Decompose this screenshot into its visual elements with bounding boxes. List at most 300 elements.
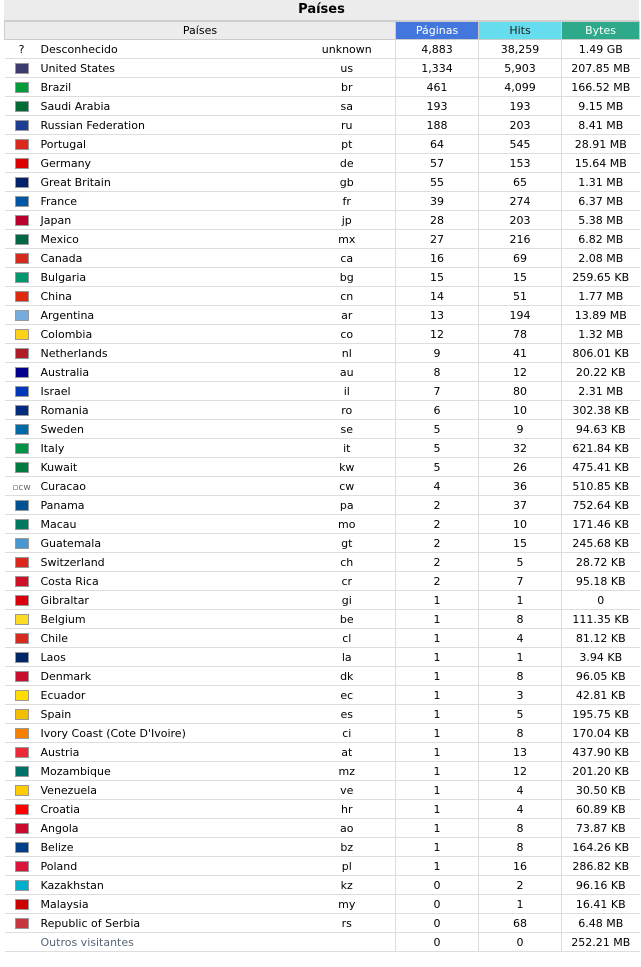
kw-flag-icon [15, 462, 29, 473]
header-paises[interactable]: Países [5, 22, 396, 40]
flag-cell [5, 230, 39, 249]
bytes-value: 1.49 GB [562, 40, 640, 59]
country-name: Curacao [39, 477, 299, 496]
bytes-value: 5.38 MB [562, 211, 640, 230]
ec-flag-icon [15, 690, 29, 701]
country-name: Belize [39, 838, 299, 857]
others-hits: 0 [479, 933, 562, 952]
unknown-icon: ? [18, 42, 25, 56]
bytes-value: 164.26 KB [562, 838, 640, 857]
country-name: Kazakhstan [39, 876, 299, 895]
table-row [5, 154, 640, 173]
country-name: Belgium [39, 610, 299, 629]
country-name: Mexico [39, 230, 299, 249]
pages-value: 64 [396, 135, 479, 154]
hits-value: 80 [479, 382, 562, 401]
dk-flag-icon [15, 671, 29, 682]
hits-value: 216 [479, 230, 562, 249]
pages-value: 5 [396, 420, 479, 439]
hits-value: 8 [479, 667, 562, 686]
country-code: gb [299, 173, 396, 192]
header-bytes[interactable]: Bytes [562, 22, 640, 40]
bytes-value: 752.64 KB [562, 496, 640, 515]
pages-value: 1 [396, 705, 479, 724]
flag-cell [5, 933, 39, 952]
table-row [5, 762, 640, 781]
fr-flag-icon [15, 196, 29, 207]
flag-cell [5, 515, 39, 534]
country-code: rs [299, 914, 396, 933]
pages-value: 1 [396, 800, 479, 819]
bytes-value: 81.12 KB [562, 629, 640, 648]
table-row [5, 78, 640, 97]
hits-value: 7 [479, 572, 562, 591]
table-row [5, 857, 640, 876]
hits-value: 1 [479, 895, 562, 914]
pages-value: 28 [396, 211, 479, 230]
pages-value: 12 [396, 325, 479, 344]
table-row [5, 667, 640, 686]
nl-flag-icon [15, 348, 29, 359]
hits-value: 37 [479, 496, 562, 515]
ru-flag-icon [15, 120, 29, 131]
country-name: Ivory Coast (Cote D'Ivoire) [39, 724, 299, 743]
bytes-value: 286.82 KB [562, 857, 640, 876]
flag-cell [5, 192, 39, 211]
hits-value: 8 [479, 838, 562, 857]
country-name: Croatia [39, 800, 299, 819]
country-code: ve [299, 781, 396, 800]
hits-value: 1 [479, 591, 562, 610]
flag-cell [5, 173, 39, 192]
broken-image-icon: ▫cw [12, 482, 31, 493]
others-row [5, 933, 640, 952]
country-name: Great Britain [39, 173, 299, 192]
bytes-value: 201.20 KB [562, 762, 640, 781]
country-name: Sweden [39, 420, 299, 439]
hits-value: 32 [479, 439, 562, 458]
bytes-value: 806.01 KB [562, 344, 640, 363]
hits-value: 41 [479, 344, 562, 363]
table-row [5, 496, 640, 515]
cr-flag-icon [15, 576, 29, 587]
country-name: Germany [39, 154, 299, 173]
table-row [5, 629, 640, 648]
hits-value: 193 [479, 97, 562, 116]
table-row [5, 876, 640, 895]
mx-flag-icon [15, 234, 29, 245]
hits-value: 4 [479, 781, 562, 800]
bytes-value: 94.63 KB [562, 420, 640, 439]
flag-cell [5, 781, 39, 800]
bytes-value: 195.75 KB [562, 705, 640, 724]
country-code: la [299, 648, 396, 667]
de-flag-icon [15, 158, 29, 169]
pages-value: 15 [396, 268, 479, 287]
hits-value: 13 [479, 743, 562, 762]
us-flag-icon [15, 63, 29, 74]
pages-value: 2 [396, 496, 479, 515]
pages-value: 1 [396, 629, 479, 648]
country-code: kz [299, 876, 396, 895]
table-row [5, 97, 640, 116]
country-name: Bulgaria [39, 268, 299, 287]
country-name: Canada [39, 249, 299, 268]
flag-cell [5, 78, 39, 97]
flag-cell [5, 857, 39, 876]
table-row [5, 135, 640, 154]
pages-value: 1 [396, 591, 479, 610]
country-code: il [299, 382, 396, 401]
country-code: au [299, 363, 396, 382]
country-name: Venezuela [39, 781, 299, 800]
bytes-value: 6.82 MB [562, 230, 640, 249]
country-code: pt [299, 135, 396, 154]
hits-value: 9 [479, 420, 562, 439]
bytes-value: 245.68 KB [562, 534, 640, 553]
header-paginas[interactable]: Páginas [396, 22, 479, 40]
flag-cell [5, 325, 39, 344]
flag-cell [5, 306, 39, 325]
country-name: Panama [39, 496, 299, 515]
pages-value: 1 [396, 724, 479, 743]
flag-cell [5, 344, 39, 363]
table-row [5, 610, 640, 629]
jp-flag-icon [15, 215, 29, 226]
others-label: Outros visitantes [39, 933, 299, 952]
table-row [5, 458, 640, 477]
flag-cell [5, 800, 39, 819]
table-row [5, 363, 640, 382]
flag-cell [5, 363, 39, 382]
la-flag-icon [15, 652, 29, 663]
country-name: Poland [39, 857, 299, 876]
hits-value: 69 [479, 249, 562, 268]
bytes-value: 28.91 MB [562, 135, 640, 154]
flag-cell [5, 135, 39, 154]
hr-flag-icon [15, 804, 29, 815]
table-row [5, 838, 640, 857]
my-flag-icon [15, 899, 29, 910]
flag-cell [5, 553, 39, 572]
table-header [5, 22, 640, 40]
hits-value: 68 [479, 914, 562, 933]
table-row [5, 420, 640, 439]
pt-flag-icon [15, 139, 29, 150]
mz-flag-icon [15, 766, 29, 777]
hits-value: 3 [479, 686, 562, 705]
hits-value: 5,903 [479, 59, 562, 78]
flag-cell [5, 838, 39, 857]
table-row [5, 439, 640, 458]
hits-value: 10 [479, 401, 562, 420]
panel-title: Países [4, 0, 639, 21]
hits-value: 36 [479, 477, 562, 496]
pages-value: 5 [396, 458, 479, 477]
hits-value: 2 [479, 876, 562, 895]
country-name: United States [39, 59, 299, 78]
country-name: Portugal [39, 135, 299, 154]
flag-cell [5, 534, 39, 553]
table-row [5, 401, 640, 420]
table-row [5, 211, 640, 230]
table-row [5, 686, 640, 705]
flag-cell [5, 819, 39, 838]
pages-value: 2 [396, 534, 479, 553]
table-row [5, 819, 640, 838]
country-code: fr [299, 192, 396, 211]
bytes-value: 111.35 KB [562, 610, 640, 629]
bytes-value: 6.48 MB [562, 914, 640, 933]
country-name: Macau [39, 515, 299, 534]
pages-value: 57 [396, 154, 479, 173]
bytes-value: 171.46 KB [562, 515, 640, 534]
flag-cell [5, 420, 39, 439]
co-flag-icon [15, 329, 29, 340]
br-flag-icon [15, 82, 29, 93]
table-row [5, 173, 640, 192]
country-code: ar [299, 306, 396, 325]
hits-value: 12 [479, 762, 562, 781]
country-code: cl [299, 629, 396, 648]
hits-value: 65 [479, 173, 562, 192]
hits-value: 10 [479, 515, 562, 534]
pages-value: 9 [396, 344, 479, 363]
country-name: Chile [39, 629, 299, 648]
table-row [5, 800, 640, 819]
table-row [5, 895, 640, 914]
table-row [5, 705, 640, 724]
hits-value: 15 [479, 534, 562, 553]
pages-value: 1 [396, 686, 479, 705]
hits-value: 545 [479, 135, 562, 154]
table-row [5, 40, 640, 59]
country-code: bz [299, 838, 396, 857]
pages-value: 0 [396, 895, 479, 914]
table-row [5, 743, 640, 762]
pages-value: 4 [396, 477, 479, 496]
bg-flag-icon [15, 272, 29, 283]
flag-cell [5, 97, 39, 116]
table-row [5, 325, 640, 344]
country-name: Republic of Serbia [39, 914, 299, 933]
flag-cell [5, 59, 39, 78]
it-flag-icon [15, 443, 29, 454]
hits-value: 8 [479, 819, 562, 838]
country-code: unknown [299, 40, 396, 59]
table-row [5, 249, 640, 268]
bytes-value: 170.04 KB [562, 724, 640, 743]
country-name: Malaysia [39, 895, 299, 914]
flag-cell [5, 572, 39, 591]
table-row [5, 116, 640, 135]
bytes-value: 2.31 MB [562, 382, 640, 401]
country-code: jp [299, 211, 396, 230]
hits-value: 274 [479, 192, 562, 211]
pages-value: 7 [396, 382, 479, 401]
flag-cell [5, 439, 39, 458]
flag-cell [5, 211, 39, 230]
country-name: Australia [39, 363, 299, 382]
bytes-value: 621.84 KB [562, 439, 640, 458]
flag-cell [5, 249, 39, 268]
bytes-value: 8.41 MB [562, 116, 640, 135]
hits-value: 8 [479, 610, 562, 629]
bytes-value: 96.05 KB [562, 667, 640, 686]
bytes-value: 437.90 KB [562, 743, 640, 762]
flag-cell [5, 914, 39, 933]
country-code: ru [299, 116, 396, 135]
table-body [5, 40, 640, 952]
country-code: cw [299, 477, 396, 496]
pages-value: 1 [396, 648, 479, 667]
hits-value: 8 [479, 724, 562, 743]
flag-cell [5, 382, 39, 401]
pages-value: 8 [396, 363, 479, 382]
bytes-value: 3.94 KB [562, 648, 640, 667]
country-code: mz [299, 762, 396, 781]
at-flag-icon [15, 747, 29, 758]
flag-cell [5, 667, 39, 686]
country-name: Argentina [39, 306, 299, 325]
flag-cell [5, 895, 39, 914]
country-code: hr [299, 800, 396, 819]
country-name: Angola [39, 819, 299, 838]
pages-value: 13 [396, 306, 479, 325]
country-name: Romania [39, 401, 299, 420]
ar-flag-icon [15, 310, 29, 321]
country-code: ro [299, 401, 396, 420]
hits-value: 1 [479, 648, 562, 667]
hits-value: 4 [479, 629, 562, 648]
bytes-value: 1.77 MB [562, 287, 640, 306]
ca-flag-icon [15, 253, 29, 264]
country-code: es [299, 705, 396, 724]
bytes-value: 0 [562, 591, 640, 610]
table-row [5, 591, 640, 610]
pages-value: 1,334 [396, 59, 479, 78]
hits-value: 15 [479, 268, 562, 287]
es-flag-icon [15, 709, 29, 720]
ro-flag-icon [15, 405, 29, 416]
pages-value: 2 [396, 572, 479, 591]
country-name: Mozambique [39, 762, 299, 781]
country-code: de [299, 154, 396, 173]
hits-value: 4 [479, 800, 562, 819]
country-code: at [299, 743, 396, 762]
country-code: gt [299, 534, 396, 553]
table-row [5, 344, 640, 363]
flag-cell [5, 724, 39, 743]
flag-cell [5, 477, 39, 496]
pa-flag-icon [15, 500, 29, 511]
bytes-value: 16.41 KB [562, 895, 640, 914]
country-code: ch [299, 553, 396, 572]
flag-cell [5, 287, 39, 306]
table-row [5, 648, 640, 667]
country-name: Russian Federation [39, 116, 299, 135]
pages-value: 55 [396, 173, 479, 192]
country-code: se [299, 420, 396, 439]
bytes-value: 95.18 KB [562, 572, 640, 591]
hits-value: 5 [479, 705, 562, 724]
country-code: us [299, 59, 396, 78]
country-code: be [299, 610, 396, 629]
country-name: Netherlands [39, 344, 299, 363]
pages-value: 1 [396, 781, 479, 800]
bytes-value: 20.22 KB [562, 363, 640, 382]
ve-flag-icon [15, 785, 29, 796]
flag-cell [5, 629, 39, 648]
countries-table [4, 21, 640, 952]
hits-value: 203 [479, 116, 562, 135]
country-name: Desconhecido [39, 40, 299, 59]
table-row [5, 534, 640, 553]
country-code: pa [299, 496, 396, 515]
flag-cell [5, 458, 39, 477]
table-row [5, 306, 640, 325]
bytes-value: 28.72 KB [562, 553, 640, 572]
country-code: gi [299, 591, 396, 610]
header-hits[interactable]: Hits [479, 22, 562, 40]
country-name: Laos [39, 648, 299, 667]
bz-flag-icon [15, 842, 29, 853]
country-code: cr [299, 572, 396, 591]
country-name: Austria [39, 743, 299, 762]
flag-cell [5, 610, 39, 629]
country-code: mx [299, 230, 396, 249]
pages-value: 0 [396, 876, 479, 895]
pages-value: 39 [396, 192, 479, 211]
country-name: Guatemala [39, 534, 299, 553]
flag-cell [5, 648, 39, 667]
pages-value: 6 [396, 401, 479, 420]
country-code: ec [299, 686, 396, 705]
hits-value: 5 [479, 553, 562, 572]
others-bytes: 252.21 MB [562, 933, 640, 952]
bytes-value: 9.15 MB [562, 97, 640, 116]
country-code [299, 933, 396, 952]
flag-cell [5, 268, 39, 287]
pages-value: 14 [396, 287, 479, 306]
hits-value: 153 [479, 154, 562, 173]
table-row [5, 59, 640, 78]
flag-cell [5, 154, 39, 173]
country-name: Switzerland [39, 553, 299, 572]
table-row [5, 572, 640, 591]
country-name: Japan [39, 211, 299, 230]
pages-value: 1 [396, 838, 479, 857]
bytes-value: 15.64 MB [562, 154, 640, 173]
others-pages: 0 [396, 933, 479, 952]
cn-flag-icon [15, 291, 29, 302]
pages-value: 16 [396, 249, 479, 268]
table-row [5, 192, 640, 211]
pages-value: 2 [396, 515, 479, 534]
country-code: ca [299, 249, 396, 268]
flag-cell [5, 705, 39, 724]
country-name: Costa Rica [39, 572, 299, 591]
table-row [5, 477, 640, 496]
gb-flag-icon [15, 177, 29, 188]
be-flag-icon [15, 614, 29, 625]
bytes-value: 166.52 MB [562, 78, 640, 97]
hits-value: 16 [479, 857, 562, 876]
bytes-value: 60.89 KB [562, 800, 640, 819]
bytes-value: 6.37 MB [562, 192, 640, 211]
gi-flag-icon [15, 595, 29, 606]
bytes-value: 302.38 KB [562, 401, 640, 420]
